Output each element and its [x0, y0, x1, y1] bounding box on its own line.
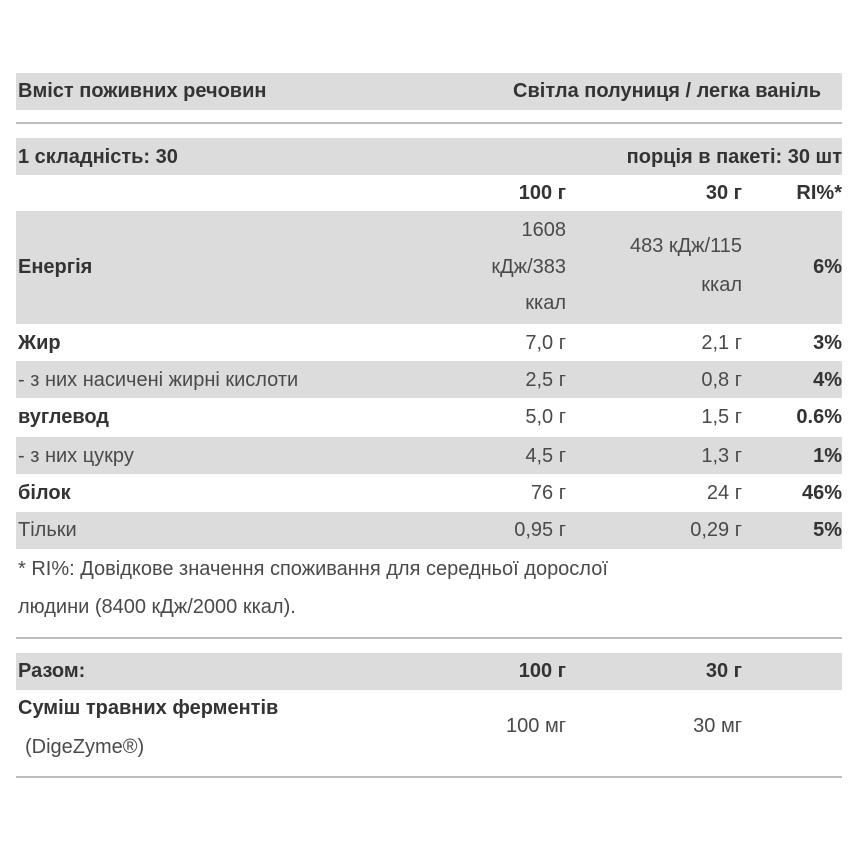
table-title: Вміст поживних речовин [18, 80, 267, 102]
total-label: Разом: [18, 660, 86, 682]
nutrient-name: Жир [18, 332, 61, 354]
nutrient-value-100g: 0,95 г [514, 519, 566, 541]
nutrient-value-100g: 1608 [521, 219, 566, 241]
nutrient-ri: 46% [801, 482, 842, 504]
nutrient-value-30g: 483 кДж/115 [629, 235, 742, 257]
footnote-line: * RI%: Довідкове значення споживання для середньої дорослої [18, 558, 608, 580]
nutrient-name: - з них насичені жирні кислоти [18, 369, 299, 391]
serving-per-pack: порція в пакеті: 30 шт [626, 146, 842, 168]
nutrient-name: Енергія [18, 256, 93, 278]
col-header-30g: 30 г [705, 182, 742, 204]
divider [16, 637, 842, 639]
total-col-30g: 30 г [705, 660, 742, 682]
row-band [16, 211, 842, 324]
nutrient-ri: 0.6% [796, 406, 842, 428]
nutrient-name: - з них цукру [18, 445, 134, 467]
nutrient-value-100g: 4,5 г [525, 445, 566, 467]
flavor-label: Світла полуниця / легка ваніль [513, 80, 821, 102]
nutrient-value-30g: 0,29 г [690, 519, 742, 541]
footnote-line: людини (8400 кДж/2000 ккал). [18, 596, 296, 618]
nutrient-value-100g: кДж/383 [491, 256, 566, 278]
nutrient-ri: 1% [813, 445, 842, 467]
nutrient-value-30g: ккал [701, 274, 742, 296]
divider [16, 776, 842, 778]
nutrient-value-30g: 1,5 г [701, 406, 742, 428]
nutrient-value-100g: 5,0 г [525, 406, 566, 428]
nutrient-value-100g: 2,5 г [525, 369, 566, 391]
enzyme-brand: (DigeZyme®) [25, 736, 145, 758]
nutrient-value-100g: 76 г [530, 482, 566, 504]
col-header-ri: RI%* [796, 182, 842, 204]
nutrient-ri: 6% [813, 256, 842, 278]
divider [16, 122, 842, 124]
nutrient-value-30g: 1,3 г [701, 445, 742, 467]
nutrient-value-30g: 2,1 г [701, 332, 742, 354]
nutrient-value-100g: ккал [525, 292, 566, 314]
enzyme-value-30g: 30 мг [693, 715, 742, 737]
enzyme-name: Суміш травних ферментів [18, 697, 279, 719]
nutrient-value-30g: 24 г [706, 482, 742, 504]
nutrient-ri: 5% [813, 519, 842, 541]
nutrient-name: Тільки [18, 519, 77, 541]
nutrient-value-100g: 7,0 г [525, 332, 566, 354]
nutrient-name: білок [18, 482, 71, 504]
nutrient-ri: 4% [813, 369, 842, 391]
nutrient-ri: 3% [813, 332, 842, 354]
servings-count: 1 складність: 30 [18, 146, 178, 168]
col-header-100g: 100 г [518, 182, 566, 204]
enzyme-value-100g: 100 мг [506, 715, 566, 737]
total-col-100g: 100 г [518, 660, 566, 682]
nutrient-value-30g: 0,8 г [701, 369, 742, 391]
nutrient-name: вуглевод [18, 406, 109, 428]
